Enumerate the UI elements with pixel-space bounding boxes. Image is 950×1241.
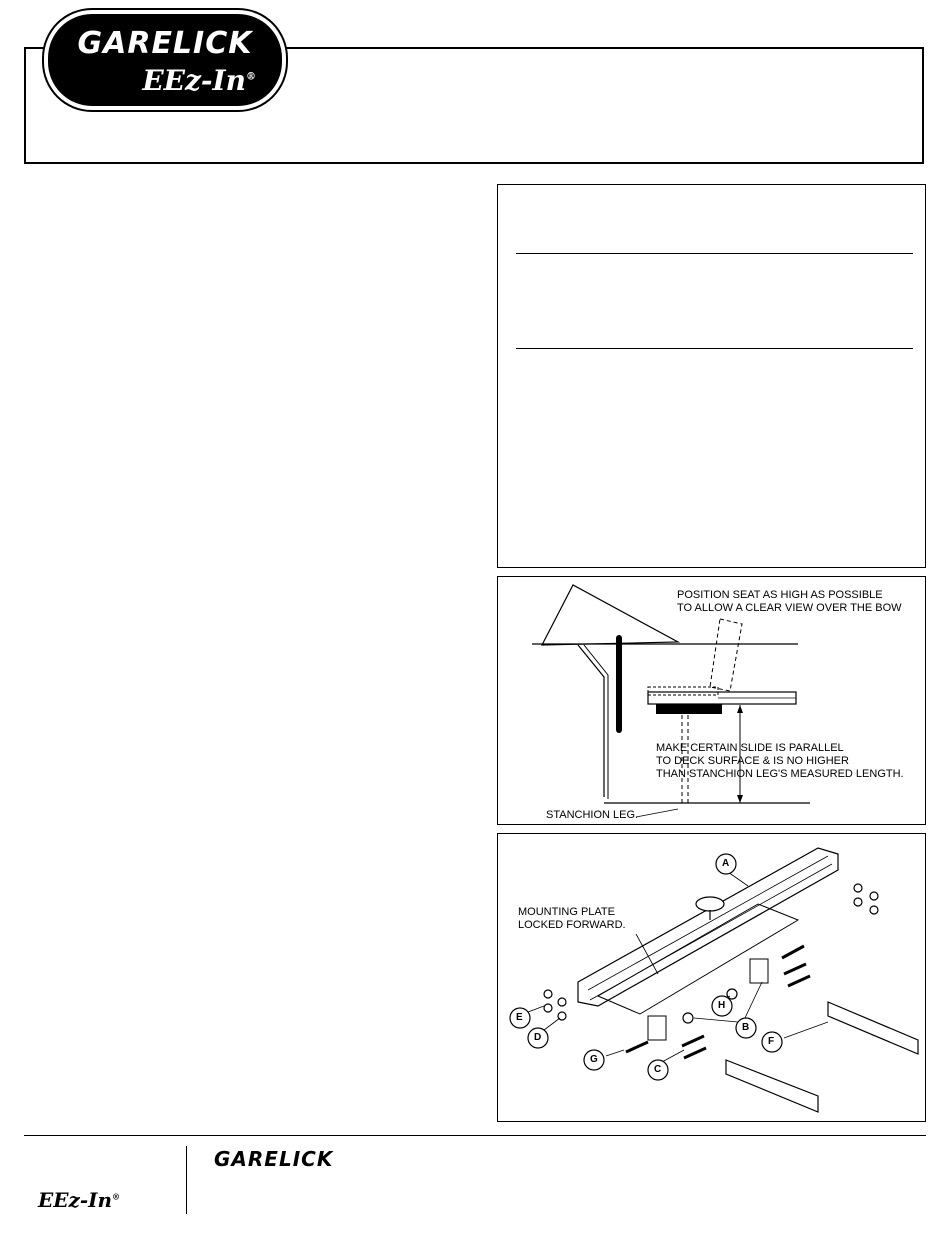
leader-b-2 (694, 1018, 738, 1022)
footer-brand: GARELICK (214, 1147, 334, 1171)
callout-d: D (534, 1032, 542, 1043)
bolt-c-3 (784, 964, 806, 974)
callout-h: H (718, 1000, 726, 1011)
footer-separator (186, 1146, 187, 1214)
panel-divider-1 (516, 253, 913, 254)
leader-d (544, 1018, 560, 1030)
figure-seat-position (497, 576, 926, 825)
nut-tr-2 (870, 892, 878, 900)
logo-product-text: EEz-In® (142, 64, 256, 97)
foot-f-2 (726, 1060, 818, 1112)
bolt-c-4 (788, 976, 810, 986)
leader-b-1 (744, 982, 762, 1020)
leader-a (728, 872, 748, 886)
bolt-c-1 (682, 1036, 704, 1046)
nut-tr-1 (854, 884, 862, 892)
footer-product: EEz-In® (38, 1188, 121, 1212)
logo-brand-text: GARELICK (77, 26, 253, 61)
info-panel (497, 184, 926, 568)
nut-tr-3 (854, 898, 862, 906)
measure-arrow-top (737, 705, 743, 713)
seat-height-note: POSITION SEAT AS HIGH AS POSSIBLE TO ALLOW A CLEAR VIEW OVER THE BOW (677, 589, 902, 614)
nut-e (544, 1004, 552, 1012)
nut-tr-4 (870, 906, 878, 914)
console-side (578, 645, 604, 797)
grab-handle (616, 635, 622, 733)
footer-rule (24, 1135, 926, 1136)
seat-pad (656, 704, 722, 714)
bracket-b-1 (750, 959, 768, 983)
nut-d-2 (558, 998, 566, 1006)
nut-h (727, 989, 737, 999)
console-shape (542, 585, 678, 645)
callout-c: C (654, 1064, 662, 1075)
slide-dashed (648, 687, 718, 695)
callout-f: F (768, 1036, 775, 1047)
callout-b: B (742, 1022, 750, 1033)
leader-g (606, 1050, 624, 1056)
bracket-b-2 (648, 1016, 666, 1040)
figure-assembly (497, 833, 926, 1122)
nut-h-2 (683, 1013, 693, 1023)
nut-d-1 (544, 990, 552, 998)
foot-f-1 (828, 1002, 918, 1054)
stanchion-leg-label: STANCHION LEG. (546, 809, 639, 821)
bolt-g (626, 1042, 648, 1052)
bolt-upper (782, 946, 804, 958)
mounting-plate-note: MOUNTING PLATE LOCKED FORWARD. (518, 906, 626, 931)
leader-c (662, 1050, 684, 1062)
measure-arrow-bottom (737, 795, 743, 803)
assembly-drawing (498, 834, 925, 1121)
adjust-knob (696, 897, 724, 911)
seat-back-outline (710, 619, 742, 691)
bolt-c-2 (684, 1048, 706, 1058)
callout-e: E (516, 1012, 523, 1023)
leader-e (528, 1006, 544, 1012)
callout-a: A (722, 858, 730, 869)
slide-parallel-note: MAKE CERTAIN SLIDE IS PARALLEL TO DECK SURFACE & IS NO HIGHER THAN STANCHION LEG'S MEASURED LENGTH. (656, 742, 904, 780)
callout-g: G (590, 1054, 598, 1065)
stanchion-leader (636, 809, 678, 817)
leader-f (784, 1022, 828, 1038)
garelick-logo (48, 14, 282, 106)
panel-divider-2 (516, 348, 913, 349)
